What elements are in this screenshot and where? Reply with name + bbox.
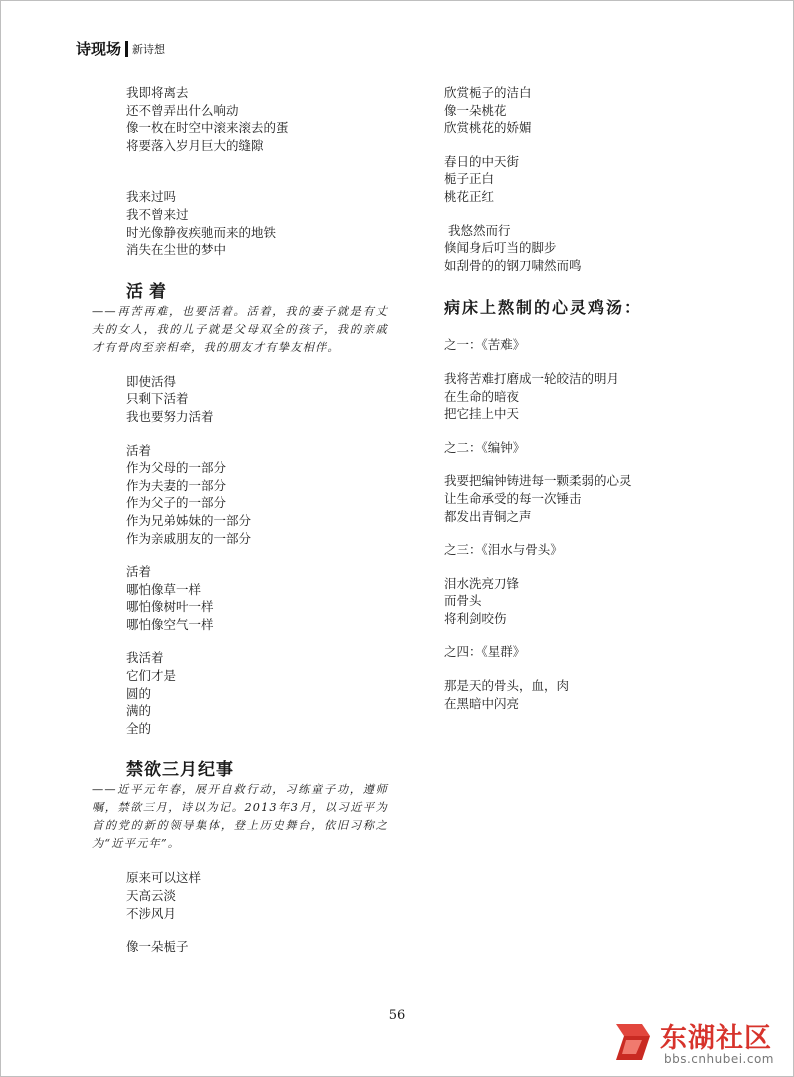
poem-line: 它们才是 (126, 668, 177, 684)
poem-line: 时光像静夜疾驰而来的地铁 (126, 224, 277, 240)
page-number: 56 (388, 1008, 406, 1023)
poem-line: 满的 (126, 703, 152, 719)
stanza (92, 563, 392, 633)
poem-line: 欣赏桃花的娇媚 (444, 120, 532, 136)
stanza (92, 188, 392, 258)
poem-line: 不涉风月 (126, 905, 177, 921)
poem-line: 倏闻身后叮当的脚步 (444, 240, 557, 256)
poem-title: 活着 (126, 281, 172, 302)
section-heading: 之一：《苦难》 (444, 337, 526, 353)
poem-line: 我不曾来过 (126, 206, 189, 222)
stanza (444, 222, 744, 275)
watermark-logo-icon (612, 1020, 654, 1064)
stanza (92, 869, 392, 922)
poem-line: 消失在尘世的梦中 (126, 242, 227, 258)
poem-title: 禁欲三月纪事 (126, 760, 234, 781)
poem-line: 我悠然而行 (444, 222, 511, 238)
watermark-name: 东湖社区 (660, 1023, 772, 1054)
poem-line: 在生命的暗夜 (444, 388, 520, 404)
stanza (92, 649, 392, 737)
poem-line: 哪怕像草一样 (126, 581, 202, 597)
poem-line: 我要把编钟铸进每一颗柔弱的心灵 (444, 473, 632, 489)
poem-line: 我也要努力活着 (126, 408, 214, 424)
left-column (92, 84, 392, 956)
section-heading: 之四：《星群》 (444, 644, 526, 660)
poem-line: 泪水洗亮刀锋 (444, 575, 520, 591)
poem-line: 全的 (126, 720, 152, 736)
poem-line: 哪怕像树叶一样 (126, 599, 214, 615)
poem-line: 让生命承受的每一次锤击 (444, 490, 582, 506)
poem-line: 我来过吗 (126, 189, 177, 205)
header-divider (125, 41, 128, 57)
poem-line: 作为兄弟姊妹的一部分 (126, 512, 252, 528)
stanza (444, 153, 744, 206)
poem-line: 那是天的骨头，血，肉 (444, 678, 570, 694)
poem-line: 圆的 (126, 685, 152, 701)
stanza (92, 373, 392, 426)
poem-line: 我将苦难打磨成一轮皎洁的明月 (444, 370, 620, 386)
poem-line: 都发出青铜之声 (444, 508, 532, 524)
poem-epigraph: ——再苦再难，也要活着。活着，我的妻子就是有丈夫的女人，我的儿子就是父母双全的孩子，我的亲戚才有骨肉至亲相牵，我的朋友才有挚友相伴。 (92, 304, 388, 354)
poem-line: 只剩下活着 (126, 391, 189, 407)
poem-line: 将利剑咬伤 (444, 610, 507, 626)
poem-line: 将要落入岁月巨大的缝隙 (126, 137, 264, 153)
poem-line: 欣赏栀子的洁白 (444, 85, 532, 100)
poem-line: 活着 (126, 442, 152, 458)
stanza (92, 938, 392, 956)
poem-title: 病床上熬制的心灵鸡汤： (444, 298, 643, 318)
poem-line: 春日的中天街 (444, 153, 520, 169)
running-header (76, 38, 165, 59)
section-heading: 之三：《泪水与骨头》 (444, 542, 563, 558)
poem-line: 天高云淡 (126, 888, 177, 904)
stanza (92, 84, 392, 154)
stanza (92, 442, 392, 548)
poem-line: 像一朵栀子 (126, 939, 189, 955)
poem-line: 而骨头 (444, 593, 482, 609)
poem-line: 把它挂上中天 (444, 406, 520, 422)
poem-line: 原来可以这样 (126, 870, 202, 886)
section-name: 新诗想 (132, 42, 166, 56)
poem-line: 即使活得 (126, 373, 177, 389)
poem-line: 作为夫妻的一部分 (126, 477, 227, 493)
poem-line: 桃花正红 (444, 188, 495, 204)
poem-line: 我活着 (126, 650, 164, 666)
poem-line: 如刮骨的的钢刀啸然而鸣 (444, 257, 582, 273)
poem-line: 哪怕像空气一样 (126, 616, 214, 632)
poem-line: 作为父子的一部分 (126, 495, 227, 511)
poem-line: 还不曾弄出什么响动 (126, 102, 239, 118)
column-name: 诗现场 (76, 40, 122, 58)
right-column (444, 84, 744, 712)
watermark-url: bbs.cnhubei.com (664, 1052, 774, 1066)
poem-line: 栀子正白 (444, 171, 495, 187)
poem-line: 作为父母的一部分 (126, 460, 227, 476)
poem-line: 像一朵桃花 (444, 102, 507, 118)
poem-line: 作为亲戚朋友的一部分 (126, 530, 252, 546)
section-heading: 之二：《编钟》 (444, 439, 526, 455)
poem-line: 活着 (126, 564, 152, 580)
poem-line: 我即将离去 (126, 85, 189, 100)
stanza (444, 84, 744, 137)
poem-line: 像一枚在时空中滚来滚去的蛋 (126, 120, 289, 136)
poem-epigraph: ——近平元年春，展开自救行动，习练童子功，遵师嘱，禁欲三月，诗以为记。2013年3月，以习近平为首的党的新的领导集体，登上历史舞台，依旧习称之为“近平元年”。 (92, 783, 388, 851)
poem-line: 在黑暗中闪亮 (444, 695, 520, 711)
site-watermark (608, 1014, 788, 1072)
